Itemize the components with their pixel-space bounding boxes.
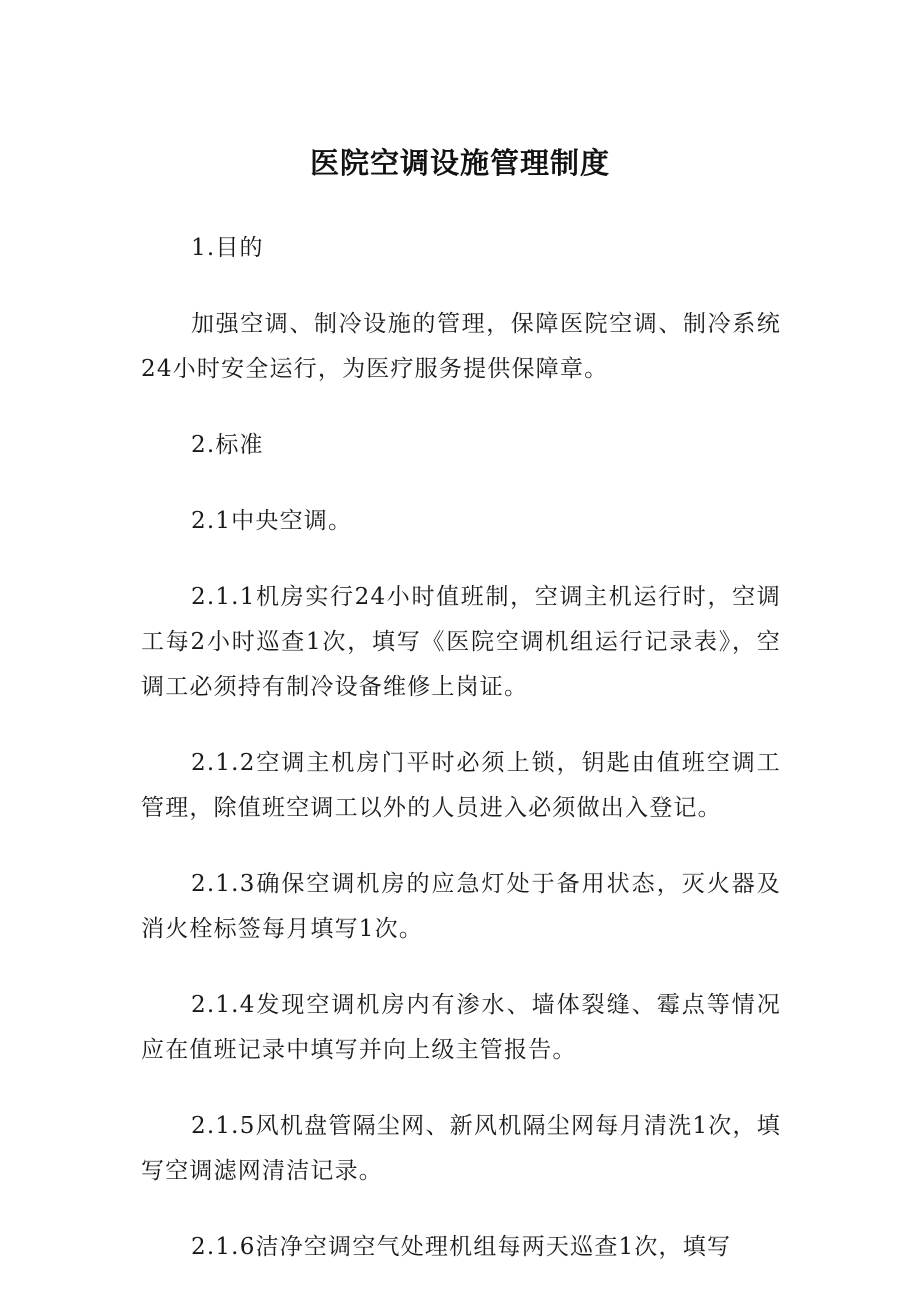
paragraph-purpose-heading: 1.目的	[191, 235, 264, 261]
paragraph-2-1-2: 2.1.2空调主机房门平时必须上锁，钥匙由值班空调工管理，除值班空调工以外的人员进入必须做出入登记。	[141, 750, 781, 821]
paragraph-standard-heading: 2.标准	[191, 432, 264, 458]
document-body	[141, 226, 781, 1301]
paragraph-2-1-4: 2.1.4发现空调机房内有渗水、墙体裂缝、霉点等情况应在值班记录中填写并向上级主管报告。	[141, 992, 781, 1063]
document-title: 医院空调设施管理制度	[309, 146, 610, 180]
paragraph-2-1-3: 2.1.3确保空调机房的应急灯处于备用状态，灭火器及消火栓标签每月填写1次。	[141, 871, 781, 942]
paragraph-2-1-1: 2.1.1机房实行24小时值班制，空调主机运行时，空调工每2小时巡查1次，填写《医院空调机组运行记录表》，空调工必须持有制冷设备维修上岗证。	[141, 584, 781, 700]
paragraph-central-ac: 2.1中央空调。	[191, 508, 353, 534]
paragraph-2-1-5: 2.1.5风机盘管隔尘网、新风机隔尘网每月清洗1次，填写空调滤网清洁记录。	[141, 1113, 781, 1184]
paragraph-purpose-text: 加强空调、制冷设施的管理，保障医院空调、制冷系统24小时安全运行，为医疗服务提供保障章。	[141, 311, 781, 382]
paragraph-2-1-6: 2.1.6洁净空调空气处理机组每两天巡查1次，填写	[191, 1234, 732, 1260]
